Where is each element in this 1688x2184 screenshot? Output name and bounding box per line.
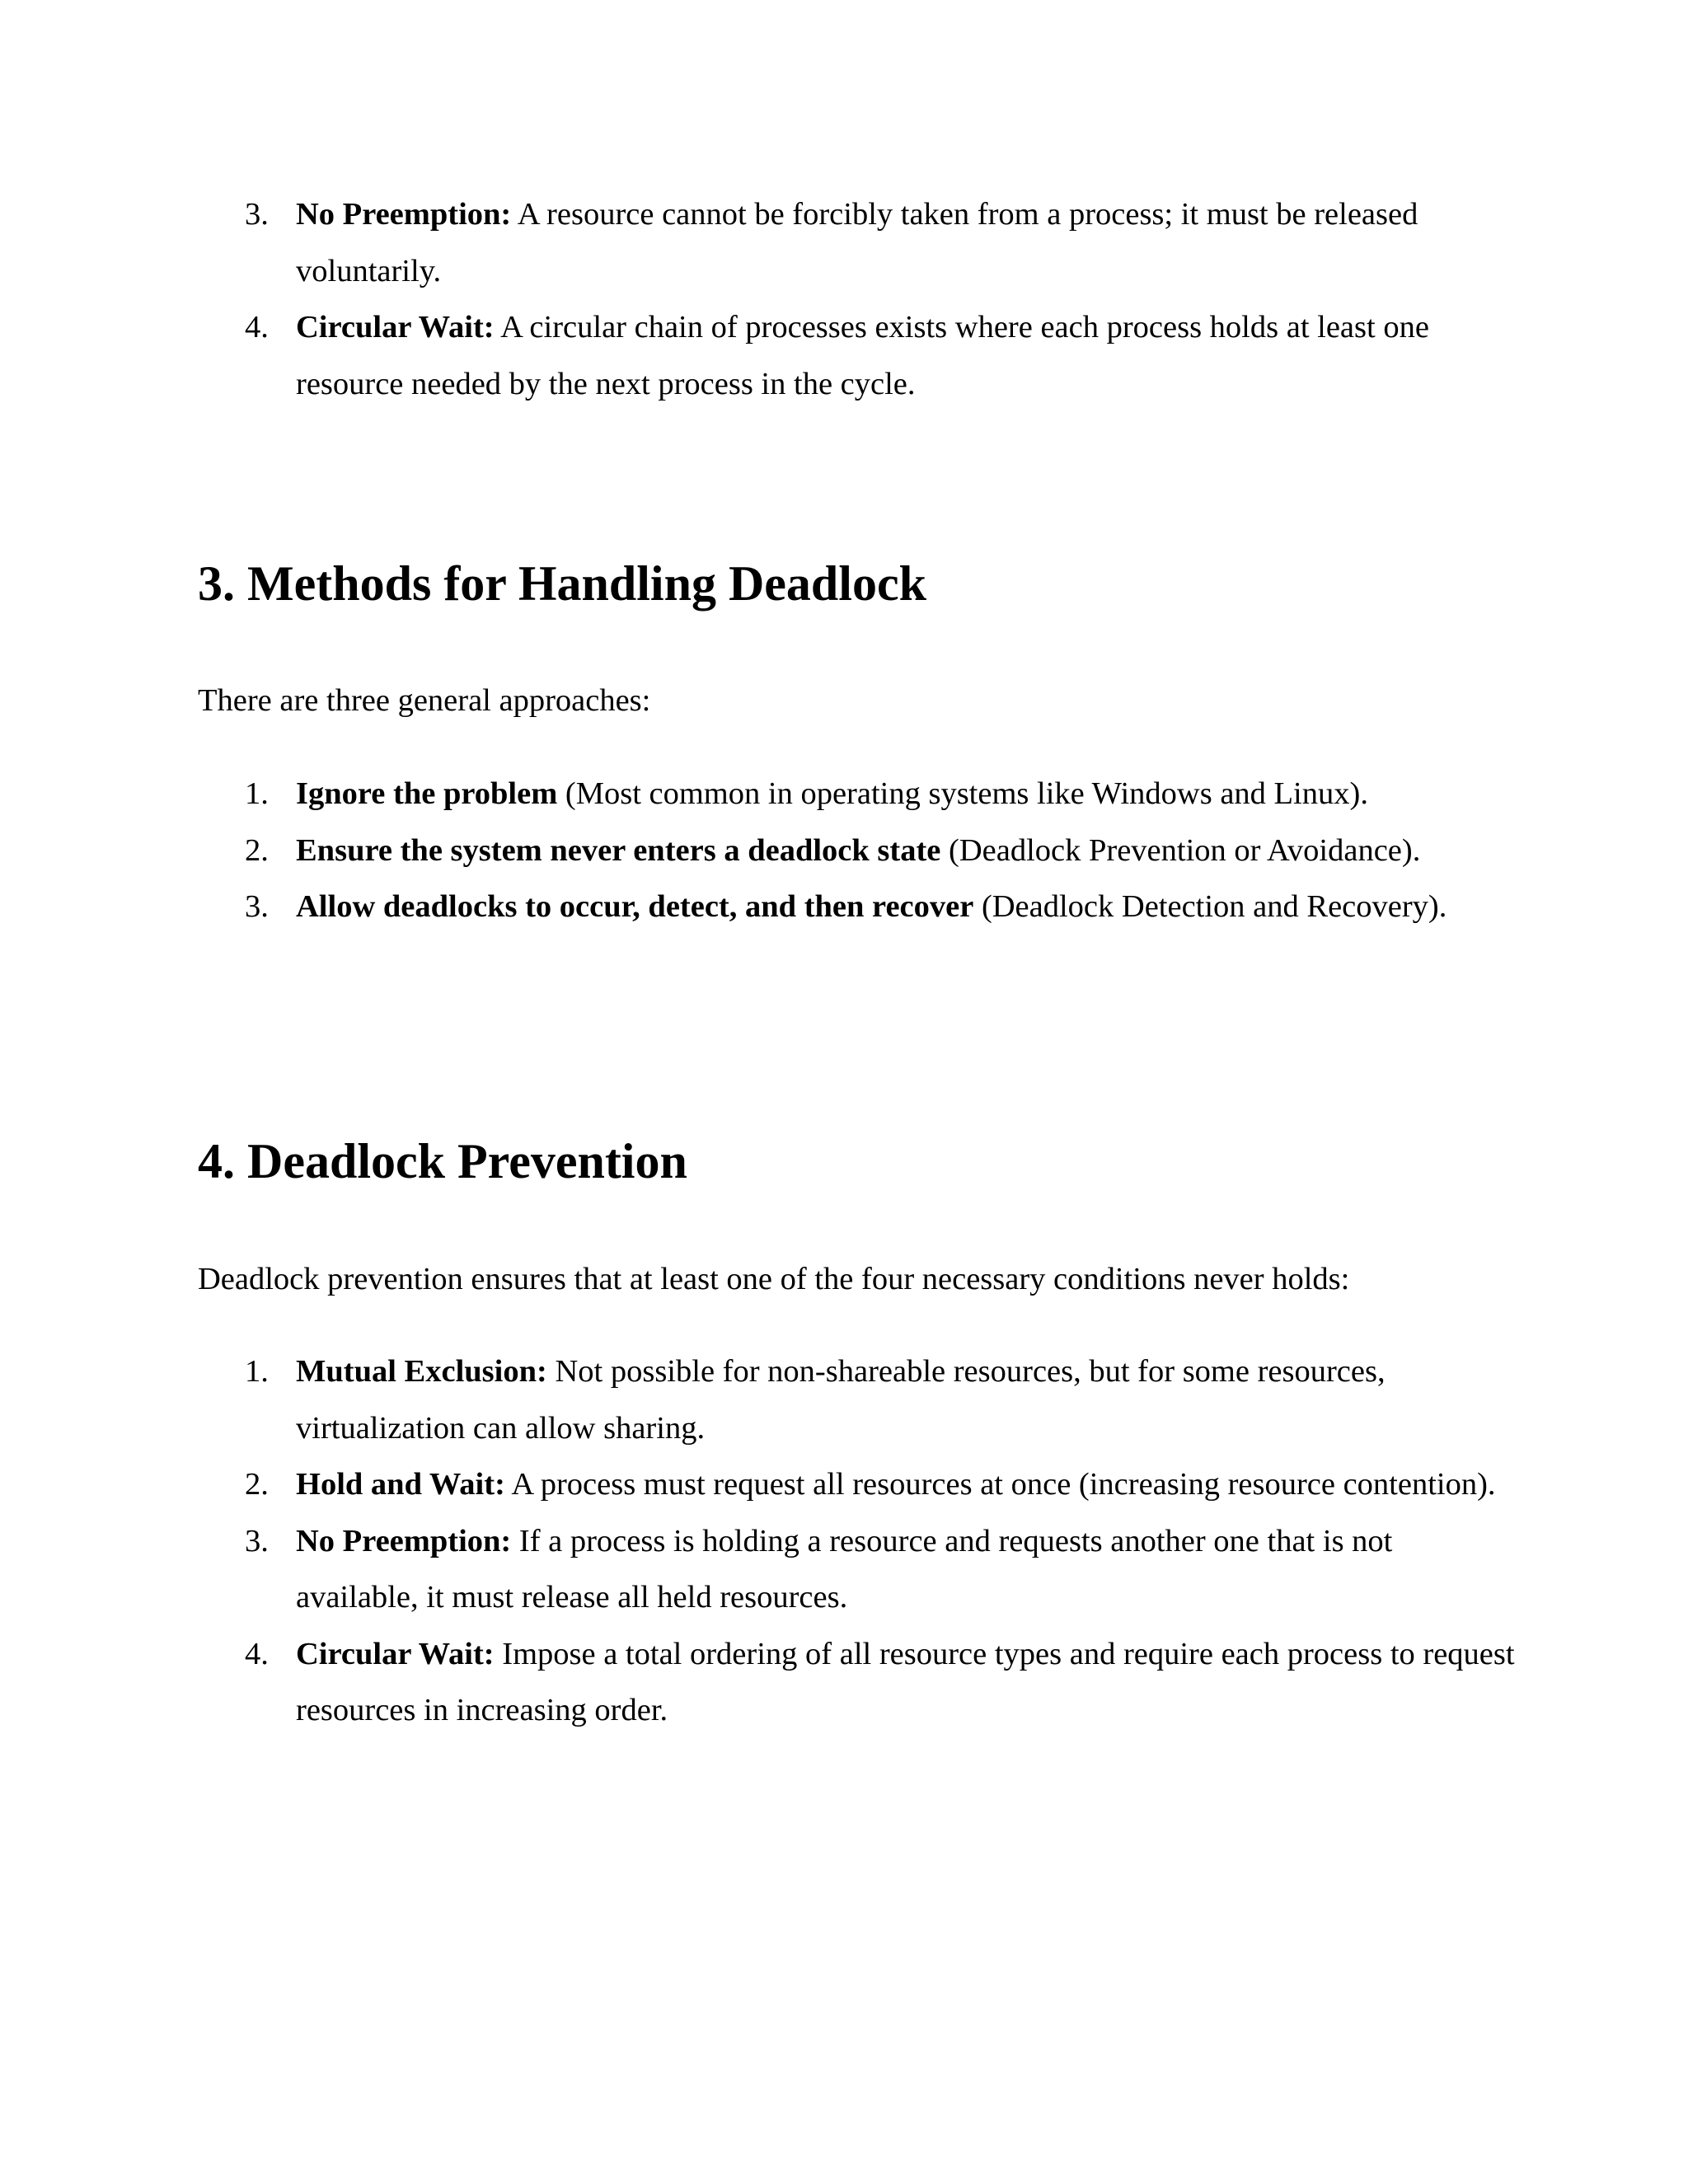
list-item (198, 766, 1517, 823)
list-item-term: No Preemption: (296, 1523, 512, 1558)
section-heading-prevention: 4. Deadlock Prevention (198, 1134, 687, 1188)
list-item-text: Not possible for non-shareable resources, but for some resources, virtualization can allow sharing. (296, 1354, 1386, 1446)
list-item-term: Mutual Exclusion: (296, 1354, 547, 1389)
list-item-text: (Most common in operating systems like Windows and Linux). (557, 776, 1368, 811)
section-intro-prevention: Deadlock prevention ensures that at least one of the four necessary conditions never holds: (198, 1262, 1350, 1296)
list-item-text: A circular chain of processes exists where each process holds at least one resource needed by the next process in the cycle. (296, 310, 1429, 401)
list-number: 2. (245, 1467, 269, 1502)
list-number: 4. (245, 310, 269, 344)
list-number: 3. (245, 197, 269, 232)
list-item-text: (Deadlock Detection and Recovery). (973, 889, 1447, 924)
prevention-list (198, 1343, 1517, 1739)
list-item-term: Circular Wait: (296, 310, 495, 344)
list-item (198, 1513, 1517, 1626)
list-number: 3. (245, 1523, 269, 1558)
list-number: 1. (245, 1354, 269, 1389)
list-item (198, 879, 1516, 935)
list-number: 3. (245, 889, 269, 924)
list-item (198, 1343, 1517, 1456)
list-item-text: (Deadlock Prevention or Avoidance). (940, 832, 1421, 868)
list-item-term: Hold and Wait: (296, 1467, 505, 1502)
necessary-conditions-list-continued (198, 186, 1517, 412)
list-item-term: Allow deadlocks to occur, detect, and then recover (296, 889, 974, 924)
list-item (198, 299, 1517, 412)
list-item-text: Impose a total ordering of all resource types and require each process to request resources in increasing order. (296, 1636, 1515, 1727)
list-number: 2. (245, 832, 269, 868)
list-item-text: If a process is holding a resource and requests another one that is not available, it must release all held resources. (296, 1523, 1393, 1615)
section-heading-methods: 3. Methods for Handling Deadlock (198, 556, 926, 611)
list-number: 1. (245, 776, 269, 811)
list-item (198, 1456, 1517, 1513)
list-item (198, 186, 1517, 299)
list-item-term: No Preemption: (296, 197, 512, 232)
section-intro-methods: There are three general approaches: (198, 683, 651, 718)
list-item-text: A process must request all resources at once (increasing resource contention). (504, 1467, 1496, 1502)
list-number: 4. (245, 1636, 269, 1671)
list-item-text: A resource cannot be forcibly taken from a process; it must be released voluntarily. (296, 197, 1418, 288)
list-item-term: Ensure the system never enters a deadlock state (296, 832, 941, 868)
methods-list (198, 766, 1517, 935)
list-item-term: Circular Wait: (296, 1636, 495, 1671)
list-item-term: Ignore the problem (296, 776, 558, 811)
list-item (198, 823, 1517, 879)
list-item (198, 1626, 1517, 1739)
